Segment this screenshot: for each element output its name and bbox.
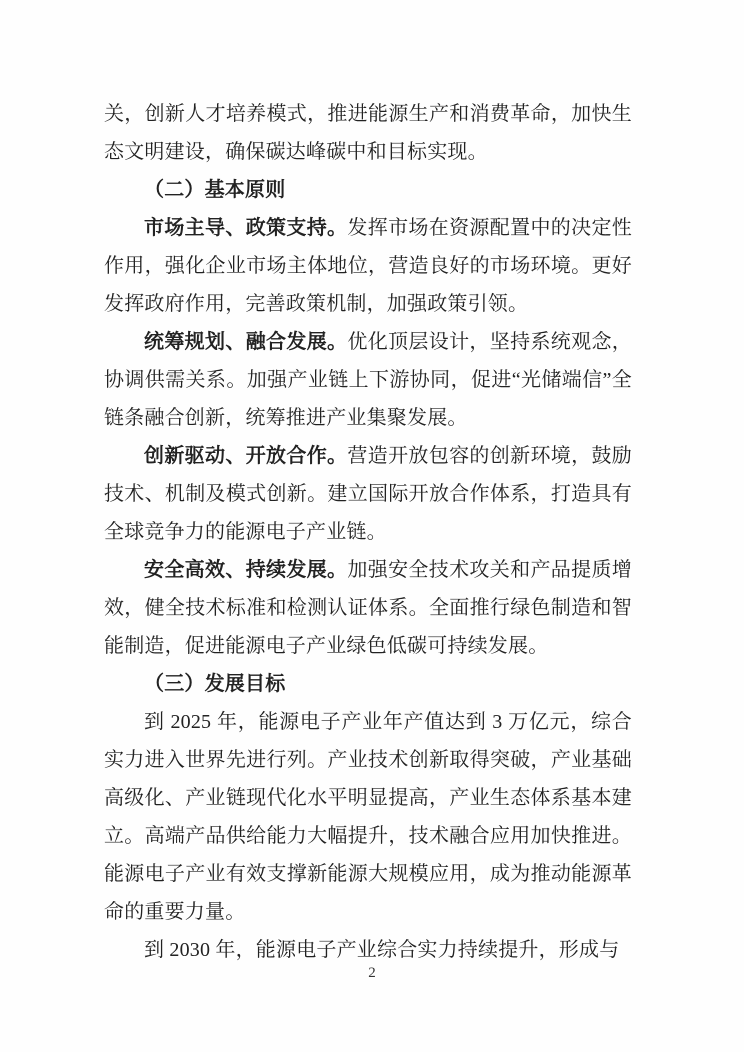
- paragraph-text: 优化顶层设计，坚持系统观念，协调供需关系。加强产业链上下游协同，促进“光储端信”全链条融合创新，统筹推进产业集聚发展。: [104, 331, 632, 429]
- paragraph-text: 加强安全技术攻关和产品提质增效，健全技术标准和检测认证体系。全面推行绿色制造和智能制造，促进能源电子产业绿色低碳可持续发展。: [104, 559, 632, 657]
- section-heading-basic-principles: （二）基本原则: [144, 179, 286, 201]
- paragraph-continuation: 关，创新人才培养模式，推进能源生产和消费革命，加快生态文明建设，确保碳达峰碳中和目标实现。: [104, 103, 632, 163]
- paragraph-principle-innovation: [104, 437, 632, 551]
- paragraph-text: 营造开放包容的创新环境，鼓励技术、机制及模式创新。建立国际开放合作体系，打造具有全球竞争力的能源电子产业链。: [104, 445, 632, 543]
- paragraph-lead: 安全高效、持续发展。: [144, 559, 348, 581]
- paragraph-goal-2025: 到 2025 年，能源电子产业年产值达到 3 万亿元，综合实力进入世界先进行列。产业技术创新取得突破，产业基础高级化、产业链现代化水平明显提高，产业生态体系基本建立。高端产品供给能力大幅提升，技术融合应用加快推进。能源电子产业有效支撑新能源大规模应用，成为推动能源革命的重要力量。: [104, 711, 632, 923]
- paragraph-lead: 创新驱动、开放合作。: [144, 445, 348, 467]
- paragraph-lead: 统筹规划、融合发展。: [144, 331, 348, 353]
- paragraph-principle-safety: [104, 551, 632, 665]
- document-body: [104, 95, 632, 969]
- section-heading-development-goals: （三）发展目标: [144, 673, 286, 695]
- page-number: 2: [368, 965, 376, 981]
- paragraph-text: 发挥市场在资源配置中的决定性作用，强化企业市场主体地位，营造良好的市场环境。更好发挥政府作用，完善政策机制，加强政策引领。: [104, 217, 632, 315]
- paragraph-goal-2030: 到 2030 年，能源电子产业综合实力持续提升，形成与: [144, 939, 620, 961]
- paragraph-principle-market: [104, 209, 632, 323]
- paragraph-lead: 市场主导、政策支持。: [144, 217, 348, 239]
- paragraph-principle-planning: [104, 323, 632, 437]
- page-footer: [0, 963, 744, 983]
